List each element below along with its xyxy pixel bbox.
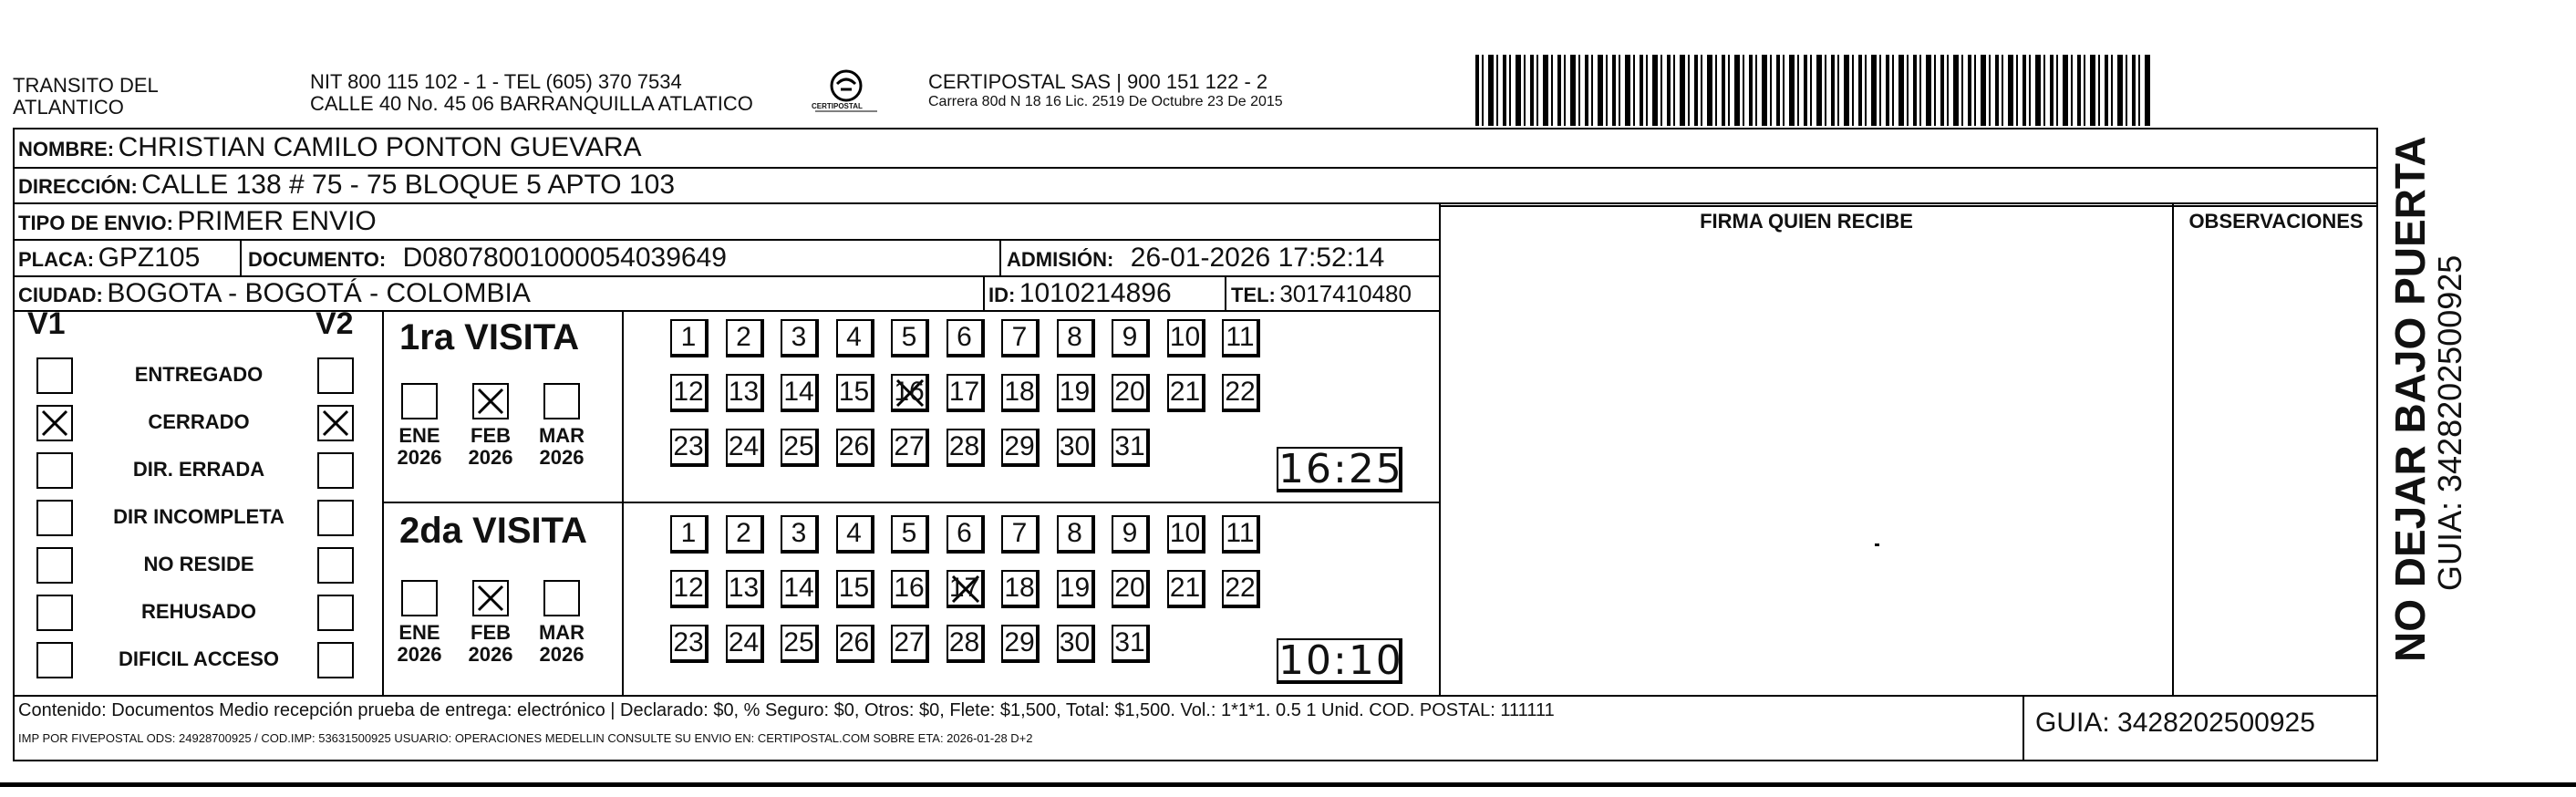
tipo-envio-value: PRIMER ENVIO	[177, 206, 377, 236]
day-box[interactable]: 28	[947, 429, 985, 467]
nombre-row	[18, 132, 642, 163]
day-box[interactable]: 18	[1001, 570, 1040, 608]
id-cell	[988, 278, 1172, 309]
day-box[interactable]: 24	[726, 625, 764, 663]
day-box[interactable]: 26	[836, 625, 874, 663]
logo-text: CERTIPOSTAL	[812, 102, 863, 110]
day-box[interactable]: 10	[1167, 319, 1205, 357]
sender-nit-block	[310, 71, 753, 115]
documento-value: D080780010000540396​49	[402, 243, 727, 273]
day-box[interactable]: 29	[1001, 429, 1040, 467]
footer-contenido: Contenido: Documentos Medio recepción prueba de entrega: electrónico | Declarado: $0, % Seguro: $0, Otros: $0, Flete: $1,500, Total: $1,500. Vol.: 1*1*1. 0.5 1 Unid. COD. POSTAL: 111111	[18, 700, 1555, 720]
day-box[interactable]: 27	[891, 429, 929, 467]
day-box[interactable]: 21	[1167, 570, 1205, 608]
day-box[interactable]: 12	[670, 374, 709, 412]
v1-checkbox[interactable]	[36, 595, 73, 631]
day-box[interactable]: 12	[670, 570, 709, 608]
status-label: NO RESIDE	[143, 553, 254, 575]
tel-value: 3017410480	[1279, 280, 1412, 307]
day-box[interactable]: 11	[1222, 319, 1260, 357]
first-visit-title: 1ra VISITA	[399, 317, 580, 357]
placa-cell	[18, 243, 200, 274]
status-label: CERRADO	[148, 410, 250, 433]
day-box[interactable]: 5	[891, 515, 929, 554]
side-warning: NO DEJAR BAJO PUERTA	[2386, 136, 2434, 662]
first-visit-time-box[interactable]	[1277, 447, 1402, 492]
day-box[interactable]: 19	[1057, 570, 1095, 608]
day-box[interactable]: 3	[781, 319, 819, 357]
day-box[interactable]: 6	[947, 319, 985, 357]
tel-label: TEL:	[1231, 284, 1276, 306]
day-box[interactable]: 8	[1057, 515, 1095, 554]
signature-area[interactable]	[1443, 239, 2170, 693]
nombre-value: CHRISTIAN CAMILO PONTON GUEVARA	[118, 132, 642, 162]
month-checkbox[interactable]	[401, 383, 438, 419]
day-box[interactable]: 27	[891, 625, 929, 663]
status-label: DIFICIL ACCESO	[118, 647, 279, 670]
observaciones-header: OBSERVACIONES	[2188, 210, 2364, 233]
documento-label: DOCUMENTO:	[248, 248, 387, 271]
second-visit-title: 2da VISITA	[399, 511, 587, 551]
day-box[interactable]: 4	[836, 515, 874, 554]
month-label: ENE 2026	[397, 621, 442, 666]
v1-checkbox[interactable]	[36, 642, 73, 678]
footer-imp: IMP POR FIVEPOSTAL ODS: 24928700925 / COD.IMP: 53631500925 USUARIO: OPERACIONES MEDELLIN CONSULTE SU ENVIO EN: CERTIPOSTAL.COM SOBRE ETA: 2026-01-28 D+2	[18, 731, 1033, 745]
day-box[interactable]: 31	[1112, 625, 1150, 663]
sender-line-1: TRANSITO DEL	[13, 74, 159, 97]
day-box[interactable]: 13	[726, 374, 764, 412]
day-box[interactable]: 20	[1112, 570, 1150, 608]
day-box[interactable]: 28	[947, 625, 985, 663]
day-box[interactable]: 9	[1112, 319, 1150, 357]
status-label: ENTREGADO	[134, 363, 264, 386]
day-box[interactable]: 17	[947, 374, 985, 412]
day-box[interactable]: 2	[726, 319, 764, 357]
day-box[interactable]: 23	[670, 429, 709, 467]
observaciones-area[interactable]	[2176, 239, 2376, 693]
day-box[interactable]: 3	[781, 515, 819, 554]
day-box[interactable]: 1	[670, 515, 709, 554]
admision-cell	[1007, 243, 1384, 274]
day-box[interactable]: 6	[947, 515, 985, 554]
day-box[interactable]: 26	[836, 429, 874, 467]
v2-checkbox[interactable]	[317, 642, 354, 678]
nit-line-2: CALLE 40 No. 45 06 BARRANQUILLA ATLATICO	[310, 92, 753, 115]
company-line-2: Carrera 80d N 18 16 Lic. 2519 De Octubre 23 De 2015	[928, 94, 1283, 109]
month-checkbox[interactable]	[543, 580, 580, 616]
day-box[interactable]: 14	[781, 570, 819, 608]
tipo-envio-label: TIPO DE ENVIO:	[18, 212, 173, 234]
second-visit-time: 10:10	[1278, 637, 1403, 684]
day-box[interactable]: 20	[1112, 374, 1150, 412]
first-visit-time: 16:25	[1278, 446, 1403, 492]
direccion-label: DIRECCIÓN:	[18, 175, 138, 198]
ciudad-cell	[18, 278, 531, 309]
status-label: DIR INCOMPLETA	[113, 505, 284, 528]
v2-header: V2	[316, 306, 354, 341]
day-box[interactable]: 29	[1001, 625, 1040, 663]
day-box[interactable]: 4	[836, 319, 874, 357]
tipo-envio-row	[18, 206, 377, 237]
day-box[interactable]: 18	[1001, 374, 1040, 412]
day-box[interactable]: 17	[947, 570, 985, 608]
sender-name	[13, 75, 159, 119]
tel-cell	[1231, 280, 1412, 308]
nit-line-1: NIT 800 115 102 - 1 - TEL (605) 370 7534	[310, 70, 682, 93]
day-box[interactable]: 9	[1112, 515, 1150, 554]
day-box[interactable]: 16	[891, 374, 929, 412]
side-guia: GUIA: 3428202500925	[2431, 254, 2468, 591]
month-checkbox[interactable]	[472, 383, 509, 419]
bottom-rule	[0, 782, 2576, 787]
day-box[interactable]: 30	[1057, 429, 1095, 467]
admision-label: ADMISIÓN:	[1007, 248, 1114, 271]
month-label: MAR 2026	[538, 621, 585, 666]
day-box[interactable]: 25	[781, 625, 819, 663]
v1-checkbox[interactable]	[36, 452, 73, 489]
status-label: DIR. ERRADA	[132, 458, 265, 481]
day-box[interactable]: 15	[836, 570, 874, 608]
id-value: 1010214896	[1019, 278, 1172, 308]
day-box[interactable]: 22	[1222, 570, 1260, 608]
day-box[interactable]: 1	[670, 319, 709, 357]
day-box[interactable]: 2	[726, 515, 764, 554]
v2-checkbox[interactable]	[317, 357, 354, 394]
day-box[interactable]: 16	[891, 570, 929, 608]
day-box[interactable]: 7	[1001, 515, 1040, 554]
day-box[interactable]: 15	[836, 374, 874, 412]
ciudad-label: CIUDAD:	[18, 284, 103, 306]
certipostal-logo	[810, 66, 883, 119]
status-label: REHUSADO	[141, 600, 256, 623]
month-label: FEB 2026	[468, 621, 513, 666]
v1-header: V1	[27, 306, 66, 341]
direccion-value: CALLE 138 # 75 - 75 BLOQUE 5 APTO 103	[141, 170, 676, 200]
placa-label: PLACA:	[18, 248, 95, 271]
id-label: ID:	[988, 284, 1016, 306]
v1-checkbox[interactable]	[36, 357, 73, 394]
month-checkbox[interactable]	[543, 383, 580, 419]
documento-cell	[248, 243, 727, 274]
day-box[interactable]: 31	[1112, 429, 1150, 467]
nombre-label: NOMBRE:	[18, 138, 115, 160]
second-visit-time-box[interactable]	[1277, 638, 1402, 684]
day-box[interactable]: 25	[781, 429, 819, 467]
v1-checkbox[interactable]	[36, 547, 73, 584]
v2-checkbox[interactable]	[317, 547, 354, 584]
month-label: FEB 2026	[468, 424, 513, 469]
sender-line-2: ATLANTICO	[13, 96, 124, 119]
company-block	[928, 71, 1283, 111]
footer-guia: GUIA: 3428202500925	[2035, 708, 2315, 738]
day-box[interactable]: 14	[781, 374, 819, 412]
month-checkbox[interactable]	[401, 580, 438, 616]
month-checkbox[interactable]	[472, 580, 509, 616]
month-label: MAR 2026	[538, 424, 585, 469]
barcode	[1475, 55, 2150, 126]
day-box[interactable]: 30	[1057, 625, 1095, 663]
day-box[interactable]: 11	[1222, 515, 1260, 554]
v2-checkbox[interactable]	[317, 452, 354, 489]
day-box[interactable]: 23	[670, 625, 709, 663]
v2-checkbox[interactable]	[317, 500, 354, 536]
day-box[interactable]: 8	[1057, 319, 1095, 357]
v2-checkbox[interactable]	[317, 595, 354, 631]
v1-checkbox[interactable]	[36, 500, 73, 536]
v1-checkbox[interactable]	[36, 405, 73, 441]
day-box[interactable]: 7	[1001, 319, 1040, 357]
day-box[interactable]: 10	[1167, 515, 1205, 554]
company-line-1: CERTIPOSTAL SAS | 900 151 122 - 2	[928, 70, 1268, 93]
admision-value: 26-01-2026 17:52:14	[1130, 243, 1385, 273]
day-box[interactable]: 24	[726, 429, 764, 467]
day-box[interactable]: 21	[1167, 374, 1205, 412]
v2-checkbox[interactable]	[317, 405, 354, 441]
day-box[interactable]: 13	[726, 570, 764, 608]
ciudad-value: BOGOTA - BOGOTÁ - COLOMBIA	[107, 278, 531, 308]
day-box[interactable]: 5	[891, 319, 929, 357]
direccion-row	[18, 170, 675, 201]
placa-value: GPZ105	[98, 243, 201, 273]
day-box[interactable]: 22	[1222, 374, 1260, 412]
month-label: ENE 2026	[397, 424, 442, 469]
day-box[interactable]: 19	[1057, 374, 1095, 412]
firma-header: FIRMA QUIEN RECIBE	[1700, 210, 1913, 233]
